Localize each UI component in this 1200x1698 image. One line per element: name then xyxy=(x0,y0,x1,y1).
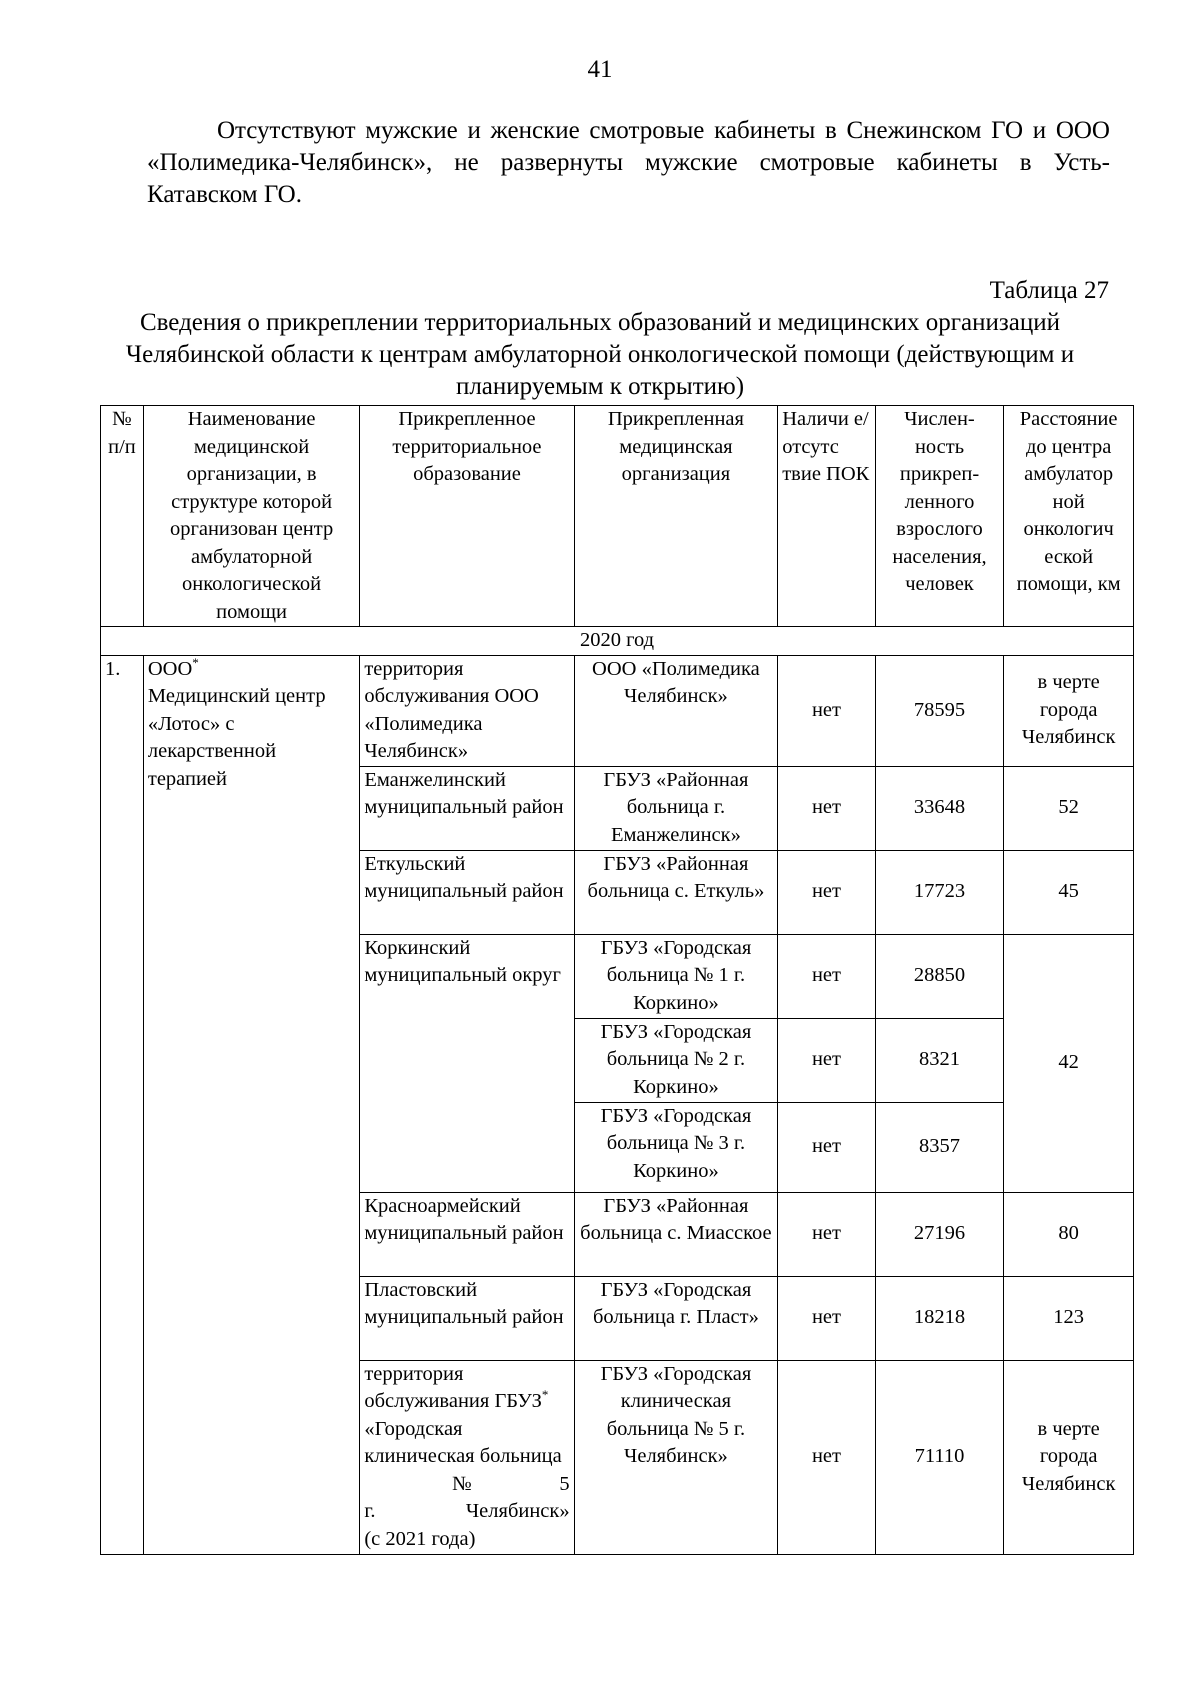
attached-org-cell: ГБУЗ «Районная больница г. Еманжелинск» xyxy=(574,766,778,850)
pok-cell: нет xyxy=(778,766,876,850)
population-cell: 28850 xyxy=(875,934,1004,1018)
footnote-mark: * xyxy=(192,654,199,670)
table-header-row xyxy=(101,406,1134,627)
header-attached-org: Прикрепленная медицинская организация xyxy=(574,406,778,627)
territory-cell: Красноармейский муниципальный район xyxy=(360,1192,574,1276)
table-title: Сведения о прикреплении территориальных образований и медицинских организаций Челябинской области к центрам амбулаторной онкологической помощи (действующим и планируемым к открытию) xyxy=(125,309,1075,400)
territory-text: № xyxy=(452,1472,472,1495)
distance-cell: 80 xyxy=(1004,1192,1134,1276)
pok-cell: нет xyxy=(778,1102,876,1192)
page-number: 41 xyxy=(587,56,613,83)
table-caption: Таблица 27 xyxy=(989,277,1109,304)
attached-org-cell: ГБУЗ «Районная больница с. Еткуль» xyxy=(574,850,778,934)
year-label: 2020 год xyxy=(101,627,1134,656)
pok-cell: нет xyxy=(778,934,876,1018)
distance-cell: 123 xyxy=(1004,1276,1134,1360)
pok-cell: нет xyxy=(778,1276,876,1360)
attached-org-cell: ГБУЗ «Городская больница г. Пласт» xyxy=(574,1276,778,1360)
population-cell: 78595 xyxy=(875,655,1004,766)
territory-line xyxy=(364,1498,569,1526)
footnote-mark: * xyxy=(541,1387,549,1403)
table-row xyxy=(101,655,1134,766)
group-num: 1. xyxy=(101,655,144,1554)
territory-text: «Городская клиническая больница xyxy=(364,1417,562,1467)
attached-org-cell: ООО «Полимедика Челябинск» xyxy=(574,655,778,766)
distance-cell: 45 xyxy=(1004,850,1134,934)
territory-text: Челябинск» xyxy=(465,1500,570,1522)
territory-text: территория обслуживания ГБУЗ xyxy=(364,1362,542,1412)
attached-org-cell: ГБУЗ «Городская больница № 2 г. Коркино» xyxy=(574,1018,778,1102)
distance-cell: в черте города Челябинск xyxy=(1004,655,1134,766)
population-cell: 71110 xyxy=(875,1360,1004,1554)
intro-paragraph: Отсутствуют мужские и женские смотровые кабинеты в Снежинском ГО и ООО «Полимедика-Челябинск», не развернуты мужские смотровые кабинеты в Усть-Катавском ГО. xyxy=(147,117,1110,208)
territory-line xyxy=(364,1471,569,1499)
attached-org-cell: ГБУЗ «Городская клиническая больница № 5 г. Челябинск» xyxy=(574,1360,778,1554)
pok-cell: нет xyxy=(778,1192,876,1276)
group-org xyxy=(143,655,359,1554)
header-num: № п/п xyxy=(101,406,144,627)
header-territory: Прикрепленное территориальное образование xyxy=(360,406,574,627)
pok-cell: нет xyxy=(778,850,876,934)
population-cell: 8321 xyxy=(875,1018,1004,1102)
population-cell: 27196 xyxy=(875,1192,1004,1276)
population-cell: 8357 xyxy=(875,1102,1004,1192)
population-cell: 17723 xyxy=(875,850,1004,934)
population-cell: 18218 xyxy=(875,1276,1004,1360)
attached-org-cell: ГБУЗ «Городская больница № 1 г. Коркино» xyxy=(574,934,778,1018)
group-org-rest: Медицинский центр «Лотос» с лекарственной терапией xyxy=(147,685,326,790)
territory-cell: Пластовский муниципальный район xyxy=(360,1276,574,1360)
year-row xyxy=(101,627,1134,656)
pok-cell: нет xyxy=(778,1018,876,1102)
distance-cell: 52 xyxy=(1004,766,1134,850)
distance-cell: 42 xyxy=(1004,934,1134,1192)
territory-cell: территория обслуживания ООО «Полимедика Челябинск» xyxy=(360,655,574,766)
distance-cell: в черте города Челябинск xyxy=(1004,1360,1134,1554)
attachment-table xyxy=(100,405,1134,1555)
header-population: Числен- ность прикреп- ленного взрослого населения, человек xyxy=(875,406,1004,627)
territory-cell: Еткульский муниципальный район xyxy=(360,850,574,934)
territory-cell xyxy=(360,1360,574,1554)
attached-org-cell: ГБУЗ «Городская больница № 3 г. Коркино» xyxy=(574,1102,778,1192)
pok-cell: нет xyxy=(778,655,876,766)
pok-cell: нет xyxy=(778,1360,876,1554)
header-org: Наименование медицинской организации, в структуре которой организован центр амбулаторной онкологической помощи xyxy=(143,406,359,627)
header-pok: Наличи е/отсутс твие ПОК xyxy=(778,406,876,627)
territory-cell: Еманжелинский муниципальный район xyxy=(360,766,574,850)
territory-text: 5 xyxy=(559,1472,570,1495)
population-cell: 33648 xyxy=(875,766,1004,850)
header-distance: Расстояние до центра амбулатор ной онкологич еской помощи, км xyxy=(1004,406,1134,627)
territory-cell: Коркинский муниципальный округ xyxy=(360,934,574,1192)
territory-text: г. xyxy=(364,1500,376,1522)
group-org-prefix: ООО xyxy=(147,657,193,680)
territory-text: (с 2021 года) xyxy=(364,1527,476,1550)
attached-org-cell: ГБУЗ «Районная больница с. Миасское xyxy=(574,1192,778,1276)
